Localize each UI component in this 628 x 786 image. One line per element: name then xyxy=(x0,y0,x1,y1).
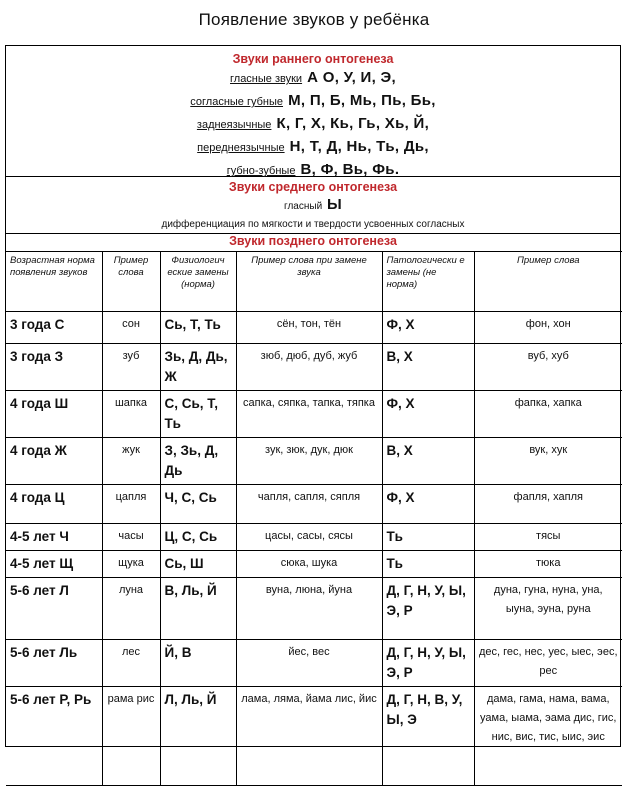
cell-path-example: дама, гама, нама, вама, уама, ыама, эама дис, гис, нис, вис, тис, ыис, эис xyxy=(474,687,622,786)
table-row xyxy=(6,391,622,438)
table-row xyxy=(6,687,622,786)
cell-path: Д, Г, Н, В, У, Ы, Э xyxy=(382,687,474,786)
cell-example: зуб xyxy=(102,344,160,391)
middle-vowel: Ы xyxy=(326,196,342,213)
table-row xyxy=(6,312,622,344)
cell-phys: Л, Ль, Й xyxy=(160,687,236,786)
cell-example: луна xyxy=(102,578,160,640)
cell-age: 4 года Ж xyxy=(6,438,102,485)
col-header-phys-example: Пример слова при замене звука xyxy=(236,252,382,312)
cell-phys-example: йес, вес xyxy=(236,640,382,687)
table-row xyxy=(6,578,622,640)
cell-path: В, Х xyxy=(382,344,474,391)
cell-age: 4 года Ш xyxy=(6,391,102,438)
cell-phys-example: зук, зюк, дук, дюк xyxy=(236,438,382,485)
early-line-sounds: В, Ф, Вь, Фь. xyxy=(300,161,400,178)
cell-path-example: фапка, хапка xyxy=(474,391,622,438)
table-row xyxy=(6,640,622,687)
early-line-sounds: М, П, Б, Мь, Пь, Бь, xyxy=(288,92,436,109)
cell-example: часы xyxy=(102,524,160,551)
cell-example: рама рис xyxy=(102,687,160,786)
cell-example: лес xyxy=(102,640,160,687)
cell-phys-example: лама, ляма, йама лис, йис xyxy=(236,687,382,786)
section-middle-heading: Звуки среднего онтогенеза xyxy=(228,180,398,194)
early-line-label: согласные губные xyxy=(190,96,284,108)
cell-phys: В, Ль, Й xyxy=(160,578,236,640)
sounds-table xyxy=(5,45,621,747)
late-sounds-table xyxy=(6,251,622,786)
middle-vowel-label: гласный xyxy=(284,201,323,212)
early-line-sounds: К, Г, Х, Кь, Гь, Хь, Й, xyxy=(276,115,430,132)
table-row xyxy=(6,485,622,524)
cell-phys-example: чапля, сапля, сяпля xyxy=(236,485,382,524)
page-title: Появление звуков у ребёнка xyxy=(198,10,430,29)
cell-phys: Зь, Д, Дь, Ж xyxy=(160,344,236,391)
section-early-heading: Звуки раннего онтогенеза xyxy=(232,52,394,66)
cell-phys: Й, В xyxy=(160,640,236,687)
cell-example: цапля xyxy=(102,485,160,524)
cell-path-example: дуна, гуна, нуна, уна, ыуна, эуна, руна xyxy=(474,578,622,640)
table-row xyxy=(6,438,622,485)
col-header-path: Патологически е замены (не норма) xyxy=(382,252,474,312)
cell-phys-example: вуна, люна, йуна xyxy=(236,578,382,640)
cell-phys-example: цасы, сасы, сясы xyxy=(236,524,382,551)
cell-age: 4-5 лет Ч xyxy=(6,524,102,551)
table-row xyxy=(6,344,622,391)
cell-example: сон xyxy=(102,312,160,344)
cell-phys-example: сапка, сяпка, тапка, тяпка xyxy=(236,391,382,438)
cell-phys: Ч, С, Сь xyxy=(160,485,236,524)
cell-path-example: фон, хон xyxy=(474,312,622,344)
table-header-row xyxy=(6,252,622,312)
cell-phys: Ц, С, Сь xyxy=(160,524,236,551)
early-line-label: гласные звуки xyxy=(230,73,303,85)
middle-note: дифференциация по мягкости и твердости усвоенных согласных xyxy=(161,219,465,230)
cell-path-example: вук, хук xyxy=(474,438,622,485)
cell-phys: Сь, Т, Ть xyxy=(160,312,236,344)
col-header-age: Возрастная норма появления звуков xyxy=(6,252,102,312)
section-early xyxy=(6,46,620,177)
cell-age: 4-5 лет Щ xyxy=(6,551,102,578)
cell-phys: Сь, Ш xyxy=(160,551,236,578)
middle-vowel-line xyxy=(6,195,620,217)
cell-path-example: фапля, хапля xyxy=(474,485,622,524)
cell-phys: З, Зь, Д, Дь xyxy=(160,438,236,485)
cell-age: 4 года Ц xyxy=(6,485,102,524)
cell-path-example: вуб, хуб xyxy=(474,344,622,391)
table-row xyxy=(6,524,622,551)
early-line-label: переднеязычные xyxy=(197,142,285,154)
cell-example: шапка xyxy=(102,391,160,438)
early-line-sounds: Н, Т, Д, Нь, Ть, Дь, xyxy=(289,138,429,155)
section-middle xyxy=(6,177,620,234)
section-late-heading: Звуки позднего онтогенеза xyxy=(229,234,397,248)
cell-path-example: тясы xyxy=(474,524,622,551)
cell-age: 5-6 лет Ль xyxy=(6,640,102,687)
early-line-label: губно-зубные xyxy=(226,165,296,177)
cell-path: Д, Г, Н, У, Ы, Э, Р xyxy=(382,640,474,687)
cell-path-example: дес, гес, нес, уес, ыес, эес, рес xyxy=(474,640,622,687)
col-header-phys: Физиологич еские замены (норма) xyxy=(160,252,236,312)
early-line xyxy=(6,90,620,113)
cell-age: 5-6 лет Р, Рь xyxy=(6,687,102,786)
cell-path: Д, Г, Н, У, Ы, Э, Р xyxy=(382,578,474,640)
cell-path: Ф, Х xyxy=(382,391,474,438)
cell-path: Ф, Х xyxy=(382,485,474,524)
cell-age: 3 года З xyxy=(6,344,102,391)
cell-path: В, Х xyxy=(382,438,474,485)
cell-path-example: тюка xyxy=(474,551,622,578)
section-late xyxy=(6,234,620,251)
cell-phys-example: сён, тон, тён xyxy=(236,312,382,344)
early-line-label: заднеязычные xyxy=(196,119,272,131)
cell-example: щука xyxy=(102,551,160,578)
table-row xyxy=(6,551,622,578)
early-line xyxy=(6,67,620,90)
col-header-example: Пример слова xyxy=(102,252,160,312)
early-line xyxy=(6,113,620,136)
early-line-sounds: А О, У, И, Э, xyxy=(307,69,396,86)
early-line xyxy=(6,136,620,159)
cell-age: 5-6 лет Л xyxy=(6,578,102,640)
cell-phys-example: сюка, шука xyxy=(236,551,382,578)
cell-path: Ть xyxy=(382,524,474,551)
cell-age: 3 года С xyxy=(6,312,102,344)
cell-path: Ф, Х xyxy=(382,312,474,344)
cell-example: жук xyxy=(102,438,160,485)
col-header-path-example: Пример слова xyxy=(474,252,622,312)
cell-phys: С, Сь, Т, Ть xyxy=(160,391,236,438)
cell-path: Ть xyxy=(382,551,474,578)
cell-phys-example: зюб, дюб, дуб, жуб xyxy=(236,344,382,391)
